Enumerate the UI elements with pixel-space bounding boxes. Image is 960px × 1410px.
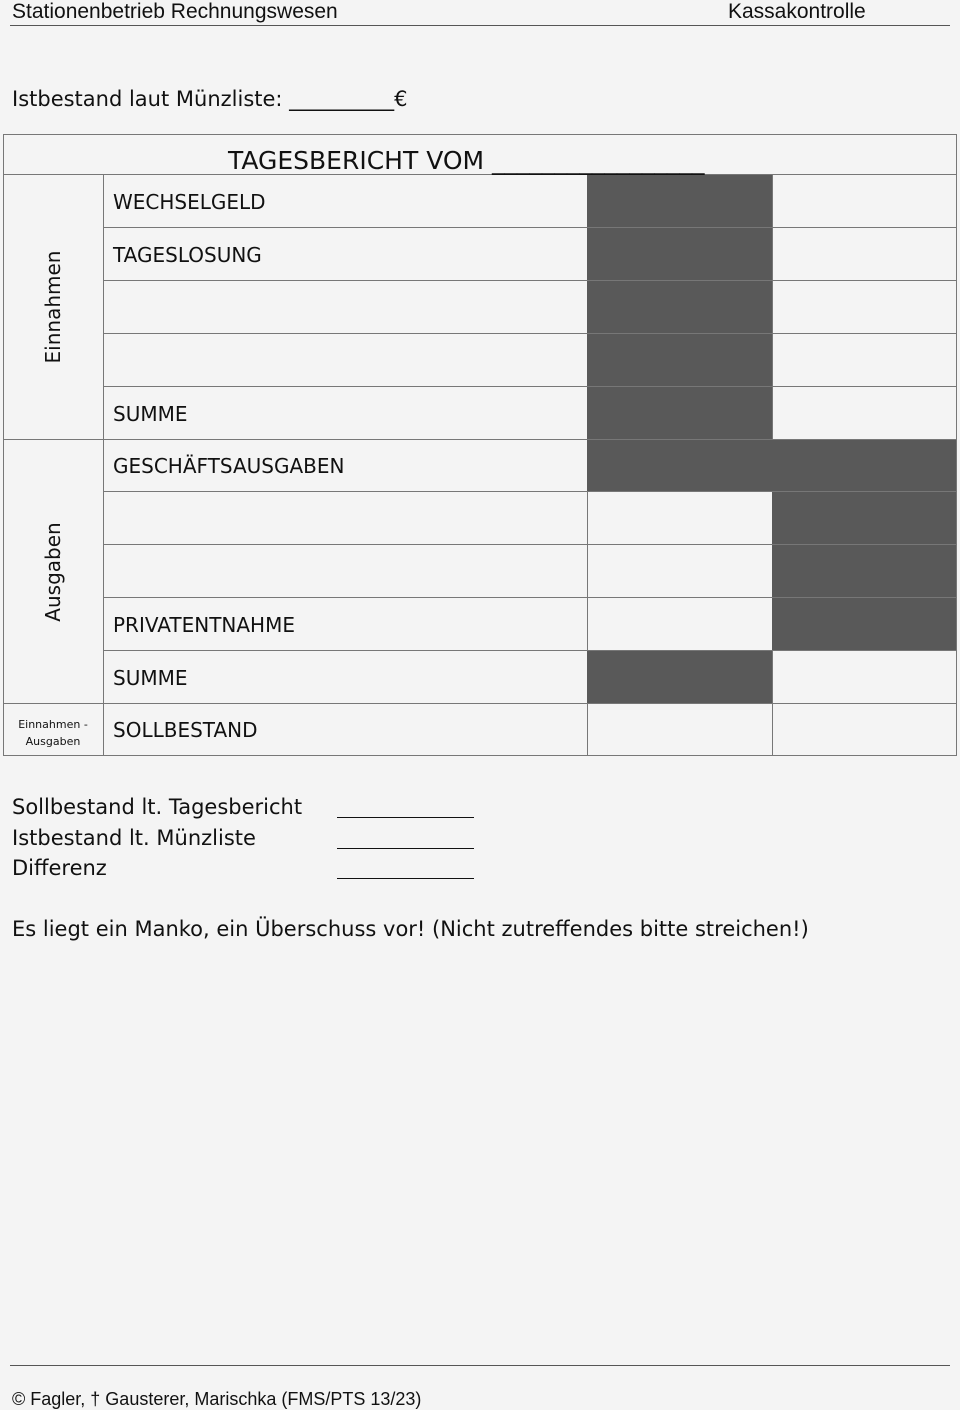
amount-cell-2[interactable] [772,387,957,440]
amount-cell-2[interactable] [772,704,957,756]
row-label-cell[interactable] [103,281,588,334]
amount-cell-1[interactable] [587,492,773,545]
amount-cell-1[interactable] [587,545,773,598]
group-diff-line1: Einnahmen - [18,718,88,731]
footer-copyright: © Fagler, † Gausterer, Marischka (FMS/PTS 13/23) [12,1389,422,1409]
footer-divider [10,1365,950,1366]
row-label: PRIVATENTNAHME [113,612,295,637]
amount-cell-2[interactable] [772,281,957,334]
header-right: Kassakontrolle [728,0,866,23]
group-ausgaben: Ausgaben [41,522,65,622]
amount-cell-1 [587,281,773,334]
amount-cell-1 [587,651,773,704]
row-label: SUMME [113,665,188,690]
row-label: SUMME [113,401,188,426]
row-label: SOLLBESTAND [113,718,258,742]
amount-cell-2 [772,545,957,598]
summary-soll-blank[interactable] [337,817,474,818]
amount-cell-2 [772,440,957,492]
header-divider [10,25,950,26]
amount-cell-2[interactable] [772,334,957,387]
istbestand-line[interactable]: Istbestand laut Münzliste: __________€ [12,87,408,111]
summary-diff-blank[interactable] [337,878,474,879]
group-differenz [3,716,103,750]
group-diff-line2: Ausgaben [25,735,81,748]
amount-cell-1 [587,228,773,281]
amount-cell-2[interactable] [772,175,957,228]
row-label: TAGESLOSUNG [113,242,262,267]
amount-cell-1 [587,175,773,228]
amount-cell-1[interactable] [587,704,773,756]
group-einnahmen: Einnahmen [41,250,65,364]
amount-cell-1 [587,440,773,492]
amount-cell-2[interactable] [772,651,957,704]
table-title[interactable]: TAGESBERICHT VOM _________________ [228,146,705,175]
amount-cell-1 [587,334,773,387]
summary-ist-label: Istbestand lt. Münzliste [12,826,256,850]
amount-cell-1 [587,387,773,440]
amount-cell-1[interactable] [587,598,773,651]
amount-cell-2[interactable] [772,228,957,281]
row-label-cell[interactable] [103,492,588,545]
amount-cell-2 [772,598,957,651]
row-label-cell[interactable] [103,545,588,598]
row-label-cell[interactable] [103,334,588,387]
row-label: GESCHÄFTSAUSGABEN [113,454,345,478]
header-left: Stationenbetrieb Rechnungswesen [12,0,338,23]
summary-diff-label: Differenz [12,856,107,880]
summary-soll-label: Sollbestand lt. Tagesbericht [12,795,303,819]
amount-cell-2 [772,492,957,545]
manko-note: Es liegt ein Manko, ein Überschuss vor! (Nicht zutreffendes bitte streichen!) [12,917,809,941]
row-label: WECHSELGELD [113,189,266,214]
summary-ist-blank[interactable] [337,848,474,849]
